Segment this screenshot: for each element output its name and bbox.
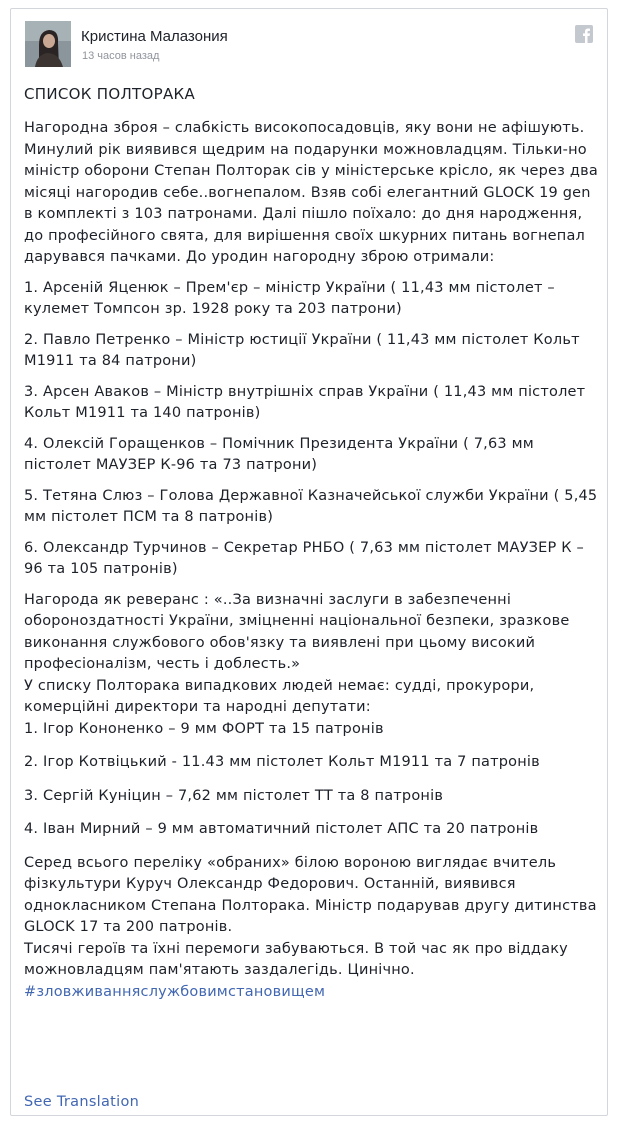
closing-paragraph: Серед всього переліку «обраних» білою вороною виглядає вчитель фізкультури Куруч Олександр Федорович. Останній, виявився однокласником Степана Полторака. Міністр подарував другу дитинства GLOCK 17 та 200 патронів.	[24, 854, 597, 935]
middle-paragraph: У списку Полторака випадкових людей немає: судді, прокурори, комерційні директори та народні депутати:	[24, 677, 535, 715]
list-item: 1. Арсеній Яценюк – Прем'єр – міністр України ( 11,43 мм пістолет – кулемет Томпсон зр. 1928 року та 203 патрони)	[24, 279, 555, 317]
list-item: 4. Іван Мирний – 9 мм автоматичний пістолет АПС та 20 патронів	[24, 821, 539, 837]
author-name[interactable]: Кристина Малазония	[81, 28, 228, 45]
list-item: 1. Ігор Кононенко – 9 мм ФОРТ та 15 патронів	[24, 720, 384, 737]
closing-paragraph: Тисячі героїв та їхні перемоги забуваються. В той час як про віддаку можновладцям пам'ятають заздалегідь. Цинічно.	[24, 940, 568, 978]
see-translation-link[interactable]: See Translation	[24, 1094, 140, 1110]
post-body	[24, 85, 599, 1003]
list-item: 2. Павло Петренко – Міністр юстиції України ( 11,43 мм пістолет Кольт М1911 та 84 патрони)	[24, 331, 580, 369]
list-item: 6. Олександр Турчинов – Секретар РНБО ( 7,63 мм пістолет МАУЗЕР К – 96 та 105 патронів)	[24, 539, 584, 577]
post-title: СПИСОК ПОЛТОРАКА	[24, 85, 196, 103]
quote-paragraph: Нагорода як реверанс : «..За визначні заслуги в забезпеченні обороноздатності України, зміцненні національної безпеки, зразкове виконання службового обов'язку та виявлені при цьому високий професіоналізм, честь і доблесть.»	[24, 591, 570, 672]
hashtag-link[interactable]	[24, 982, 599, 1004]
list-item: 3. Арсен Аваков – Міністр внутрішніх справ України ( 11,43 мм пістолет Кольт М1911 та 140 патронів)	[24, 383, 586, 421]
post-header	[25, 19, 597, 69]
post-timestamp[interactable]: 13 часов назад	[82, 50, 160, 62]
list-item: 4. Олексій Горащенков – Помічник Президента України ( 7,63 мм пістолет МАУЗЕР К-96 та 73 патрони)	[24, 435, 534, 473]
facebook-icon[interactable]	[575, 25, 593, 43]
list-item: 2. Ігор Котвіцький - 11.43 мм пістолет Кольт М1911 та 7 патронів	[24, 754, 540, 770]
list-item: 5. Тетяна Слюз – Голова Державної Казначейської служби України ( 5,45 мм пістолет ПСМ та 8 патронів)	[24, 487, 598, 525]
hashtag[interactable]: #зловживанняслужбовимстановищем	[24, 983, 326, 1000]
list-item: 3. Сергій Куніцин – 7,62 мм пістолет ТТ та 8 патронів	[24, 787, 444, 804]
intro-paragraph: Нагородна зброя – слабкість високопосадовців, яку вони не афішують. Минулий рік виявився щедрим на подарунки можновладцям. Тільки-но міністр оборони Степан Полторак сів у міністерське крісло, як через два місяці нагородив себе..вогнепалом. Взяв собі елегантний GLOCK 19 gen в комплекті з 103 патронами. Далі пішло поїхало: до дня народження, до професійного свята, для вирішення своїх шкурних питань вогнепал дарувався пачками. До уродин нагородну зброю отримали:	[24, 120, 598, 265]
post-card	[10, 8, 608, 1116]
avatar[interactable]	[25, 21, 71, 67]
